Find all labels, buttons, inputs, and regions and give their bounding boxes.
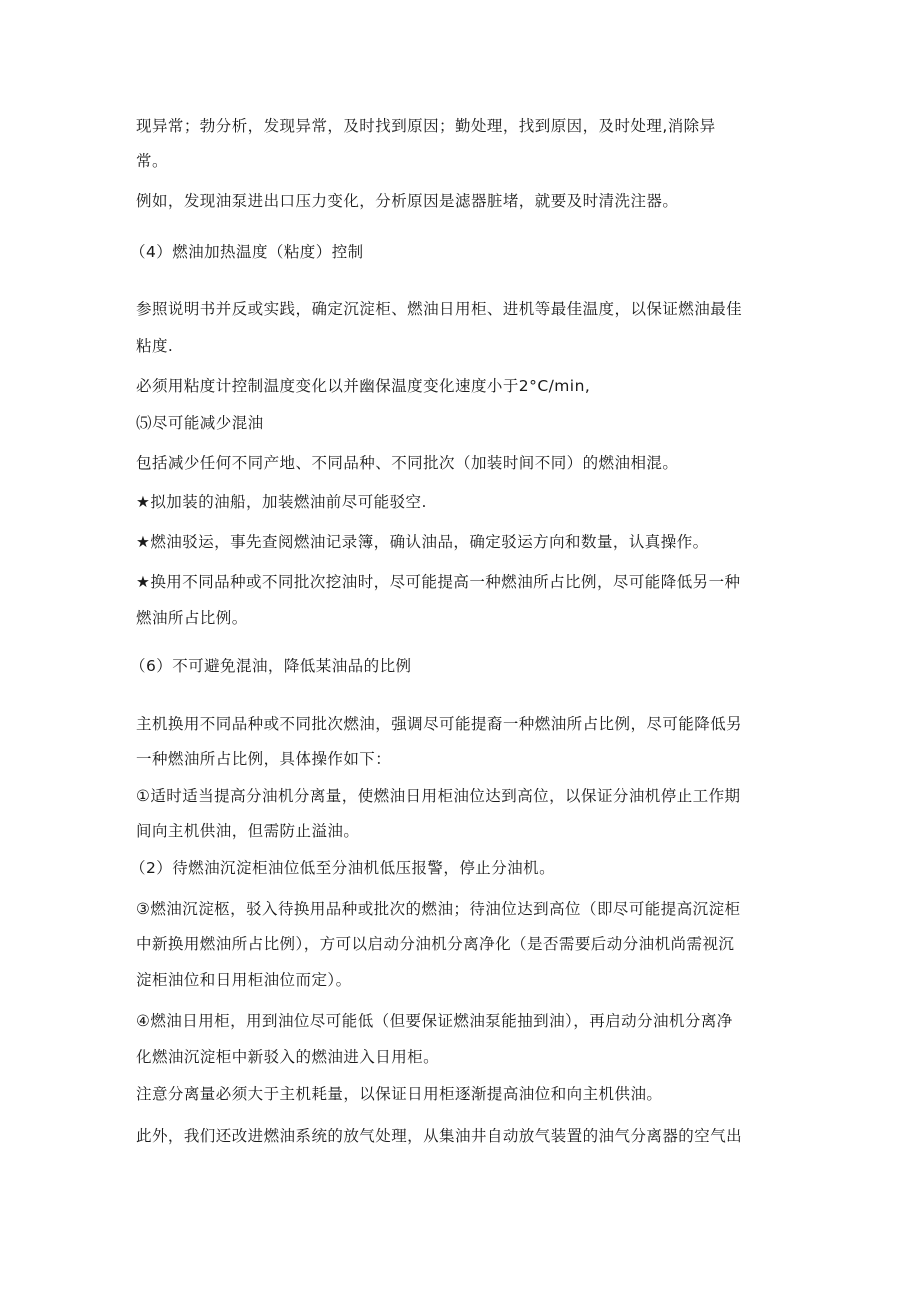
- paragraph-line: 参照说明书并反或实践，确定沉淀柜、燃油日用柜、进机等最佳温度，以保证燃油最佳: [136, 300, 743, 318]
- paragraph-line: 包括减少任何不同产地、不同品种、不同批次（加装时间不同）的燃油相混。: [136, 454, 679, 472]
- section-heading-4: （4）燃油加热温度（粘度）控制: [130, 243, 364, 261]
- paragraph-line: 例如，发现油泵进出口压力变化，分析原因是滤器脏堵，就要及时清洗注器。: [136, 192, 679, 210]
- paragraph-line: 燃油所占比例。: [136, 609, 248, 627]
- paragraph-line: 常。: [136, 152, 168, 170]
- step-item: （2）待燃油沉淀柜油位低至分油机低压报警，停止分油机。: [130, 859, 556, 877]
- bullet-item: ★拟加装的油船，加装燃油前尽可能驳空.: [136, 493, 427, 511]
- paragraph-line: 淀柜油位和日用柜油位而定）。: [136, 971, 352, 989]
- paragraph-line: 注意分离量必须大于主机耗量，以保证日用柜逐渐提高油位和向主机供油。: [136, 1085, 663, 1103]
- bullet-item: ★燃油驳运，事先查阅燃油记录簿，确认油品，确定驳运方向和数量，认真操作。: [136, 533, 709, 551]
- paragraph-line: 必须用粘度计控制温度变化以并幽保温度变化速度小于2°C∕min,: [136, 377, 591, 395]
- paragraph-line: 现异常；勃分析，发现异常，及时找到原因；勤处理，找到原因，及时处理,消除异: [136, 117, 716, 135]
- section-heading-5: ⑸尽可能减少混油: [136, 414, 264, 432]
- paragraph-line: 一种燃油所占比例，具体操作如下：: [136, 750, 392, 768]
- paragraph-line: 主机换用不同品种或不同批次燃油，强调尽可能提裔一种燃油所占比例，尽可能降低另: [136, 715, 743, 733]
- step-item: ③燃油沉淀柩，驳入待换用品种或批次的燃油；待油位达到高位（即尽可能提高沉淀柜: [136, 900, 741, 918]
- paragraph-line: 间向主机供油，但需防止溢油。: [136, 822, 360, 840]
- step-item: ①适时适当提高分油机分离量，使燃油日用柜油位达到高位，以保证分油机停止工作期: [136, 787, 741, 805]
- paragraph-line: 中新换用燃油所占比例），方可以启动分油机分离净化（是否需要后动分油机尚需视沉: [136, 935, 735, 953]
- step-item: ④燃油日用柜，用到油位尽可能低（但要保证燃油泵能抽到油），再启动分油机分离净: [136, 1012, 733, 1030]
- bullet-item: ★换用不同品种或不同批次挖油时，尽可能提高一种燃油所占比例，尽可能降低另一种: [136, 573, 741, 591]
- paragraph-line: 化燃油沉淀柜中新驳入的燃油进入日用柜。: [136, 1048, 440, 1066]
- paragraph-line: 粘度.: [136, 337, 174, 355]
- paragraph-line: 此外，我们还改进燃油系统的放气处理，从集油井自动放气装置的油气分离器的空气出: [136, 1127, 743, 1145]
- section-heading-6: （6）不可避免混油，降低某油品的比例: [130, 657, 412, 675]
